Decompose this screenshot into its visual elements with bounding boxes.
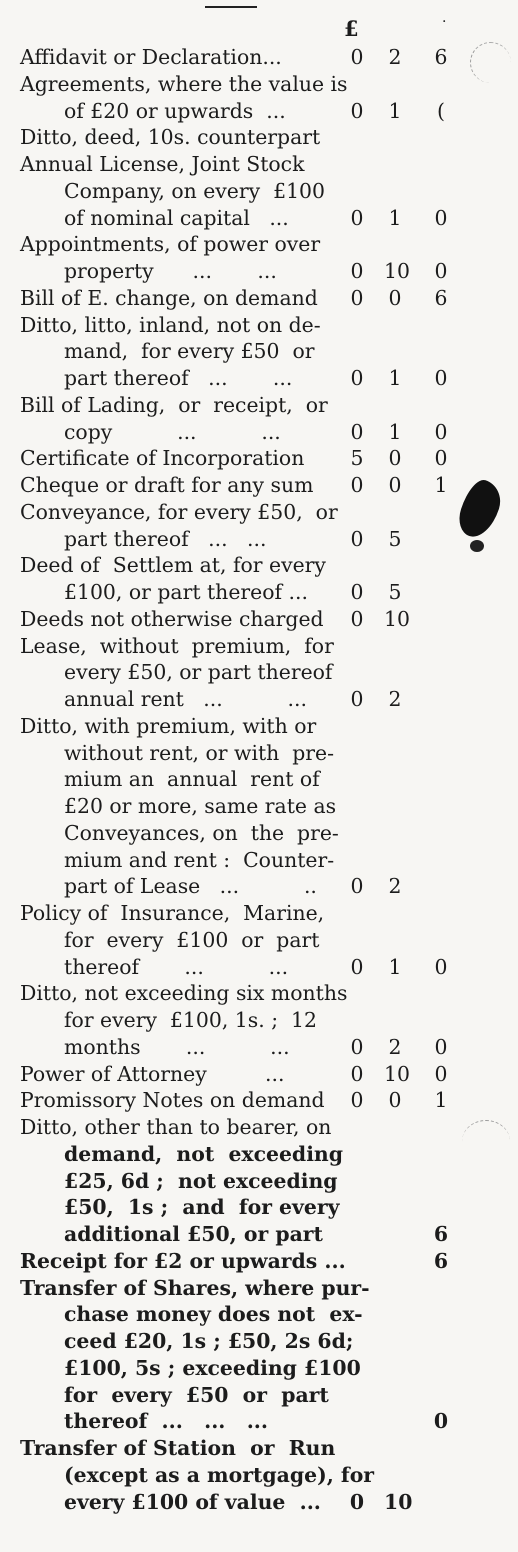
shillings-value: 1 <box>388 205 402 230</box>
item-description: (except as a mortgage), for <box>64 1462 375 1487</box>
shillings-value: 2 <box>388 1034 402 1059</box>
pence-value: ( <box>437 98 445 123</box>
table-row <box>0 1248 518 1275</box>
pence-value: 6 <box>433 1222 449 1246</box>
shillings-value: 1 <box>388 98 402 123</box>
table-row <box>0 766 518 793</box>
pounds-value: 5 <box>350 446 364 471</box>
table-row <box>0 793 518 820</box>
shillings-value: 1 <box>388 419 402 444</box>
shillings-value: 2 <box>388 687 402 711</box>
item-description: Ditto, deed, 10s. counterpart <box>20 125 321 150</box>
table-row <box>0 419 518 446</box>
pence-value: 0 <box>434 366 448 390</box>
table-row <box>0 1275 518 1302</box>
item-description: Power of Attorney ... <box>20 1061 285 1086</box>
pounds-value: 0 <box>350 473 364 497</box>
table-row <box>0 178 518 205</box>
item-description: chase money does not ex- <box>64 1302 363 1327</box>
item-description: mium and rent : Counter- <box>64 847 335 872</box>
item-description: Ditto, litto, inland, not on de- <box>20 312 321 337</box>
pound-column-heading: £ <box>344 16 359 41</box>
pence-value: 0 <box>434 259 448 283</box>
item-description: Bill of Lading, or receipt, or <box>20 392 328 417</box>
item-description: Policy of Insurance, Marine, <box>20 901 325 925</box>
item-description: Annual License, Joint Stock <box>20 152 305 176</box>
item-description: Ditto, not exceeding six months <box>20 981 348 1006</box>
shillings-value: 10 <box>384 606 410 631</box>
item-description: £100, or part thereof ... <box>64 580 308 604</box>
item-description: Cheque or draft for any sum <box>20 473 314 497</box>
table-row <box>0 151 518 178</box>
item-description: mium an annual rent of <box>64 767 320 792</box>
shillings-value: 5 <box>388 580 402 604</box>
table-row <box>0 338 518 365</box>
shillings-value: 0 <box>388 285 402 310</box>
shillings-value: 1 <box>388 954 402 979</box>
table-row <box>0 659 518 686</box>
table-row <box>0 552 518 579</box>
pounds-value: 0 <box>350 1061 364 1086</box>
item-description: Deeds not otherwise charged <box>20 606 324 631</box>
table-row <box>0 98 518 125</box>
table-row <box>0 365 518 392</box>
item-description: £25, 6d ; not exceeding <box>64 1168 338 1193</box>
pounds-value: 0 <box>350 259 364 283</box>
pounds-value: 0 <box>350 45 364 69</box>
item-description: every £100 of value ... <box>64 1489 321 1514</box>
pounds-value: 0 <box>350 285 364 310</box>
pence-value: 6 <box>434 285 448 310</box>
pounds-value: 0 <box>350 1088 364 1113</box>
item-description: £20 or more, same rate as <box>64 794 337 818</box>
shillings-value: 10 <box>384 1061 410 1086</box>
pounds-value: 0 <box>350 580 364 604</box>
item-description: part of Lease ... .. <box>64 874 317 899</box>
shillings-value: 10 <box>384 259 410 283</box>
item-description: Deed of Settlem at, for every <box>20 553 326 578</box>
shillings-value: 1 <box>388 366 402 390</box>
table-row <box>0 526 518 553</box>
table-row <box>0 1007 518 1034</box>
pounds-value: 0 <box>350 687 364 711</box>
pounds-value: 0 <box>349 1489 365 1514</box>
item-description: Bill of E. change, on demand <box>20 285 318 310</box>
pence-value: 0 <box>434 419 448 444</box>
table-row <box>0 579 518 606</box>
item-description: Lease, without premium, for <box>20 633 334 658</box>
table-row <box>0 392 518 419</box>
pounds-value: 0 <box>350 366 364 390</box>
item-description: Transfer of Shares, where pur- <box>20 1275 370 1300</box>
item-description: mand, for every £50 or <box>64 339 315 364</box>
table-row <box>0 1087 518 1114</box>
table-row <box>0 606 518 633</box>
pence-value: 0 <box>434 446 448 471</box>
pounds-value: 0 <box>350 419 364 444</box>
table-row <box>0 1301 518 1328</box>
table-row <box>0 847 518 874</box>
pounds-value: 0 <box>350 1034 364 1059</box>
table-row <box>0 1194 518 1221</box>
item-description: part thereof ... ... <box>64 366 293 390</box>
item-description: for every £100 or part <box>64 927 320 952</box>
item-description: months ... ... <box>64 1034 290 1059</box>
item-description: Conveyances, on the pre- <box>64 820 339 845</box>
table-row <box>0 71 518 98</box>
pounds-value: 0 <box>350 874 364 899</box>
table-row <box>0 1221 518 1248</box>
table-row <box>0 124 518 151</box>
item-description: for every £100, 1s. ; 12 <box>64 1008 317 1032</box>
table-row <box>0 686 518 713</box>
item-description: £100, 5s ; exceeding £100 <box>64 1355 361 1380</box>
item-description: Appointments, of power over <box>20 232 321 257</box>
table-row <box>0 1355 518 1382</box>
item-description: every £50, or part thereof <box>64 660 333 685</box>
item-description: part thereof ... ... <box>64 526 267 551</box>
item-description: Certificate of Incorporation <box>20 446 305 471</box>
table-row <box>0 873 518 900</box>
table-row <box>0 927 518 954</box>
pounds-value: 0 <box>350 98 364 123</box>
table-row <box>0 820 518 847</box>
shillings-value: 2 <box>388 45 402 69</box>
stamp-duty-table <box>0 44 518 1515</box>
item-description: Company, on every £100 <box>64 178 325 203</box>
table-row <box>0 1382 518 1409</box>
table-row <box>0 633 518 660</box>
item-description: thereof ... ... ... <box>64 1409 268 1434</box>
table-row <box>0 312 518 339</box>
table-row <box>0 1168 518 1195</box>
table-row <box>0 205 518 232</box>
item-description: Promissory Notes on demand <box>20 1088 325 1113</box>
item-description: £50, 1s ; and for every <box>64 1195 340 1220</box>
table-row <box>0 1061 518 1088</box>
item-description: Ditto, with premium, with or <box>20 713 317 738</box>
pence-value: 1 <box>434 1088 448 1113</box>
pence-value: 0 <box>434 954 448 979</box>
table-row <box>0 900 518 927</box>
table-row <box>0 499 518 526</box>
shillings-value: 10 <box>384 1489 413 1514</box>
pence-value: 6 <box>434 45 448 69</box>
table-row <box>0 1328 518 1355</box>
table-row <box>0 258 518 285</box>
item-description: for every £50 or part <box>64 1382 329 1407</box>
table-row <box>0 713 518 740</box>
table-row <box>0 1435 518 1462</box>
pence-value: 0 <box>434 1061 448 1086</box>
table-row <box>0 954 518 981</box>
item-description: additional £50, or part <box>64 1222 323 1246</box>
item-description: of £20 or upwards ... <box>64 98 286 123</box>
table-row <box>0 231 518 258</box>
shillings-value: 0 <box>388 473 402 497</box>
item-description: Ditto, other than to bearer, on <box>20 1115 332 1139</box>
shillings-value: 5 <box>388 526 402 551</box>
shillings-value: 0 <box>388 446 402 471</box>
item-description: Receipt for £2 or upwards ... <box>20 1248 346 1273</box>
item-description: property ... ... <box>64 259 277 283</box>
table-row <box>0 285 518 312</box>
table-row <box>0 44 518 71</box>
table-row <box>0 1141 518 1168</box>
shillings-value: 0 <box>388 1088 402 1113</box>
pence-value: 6 <box>433 1248 449 1273</box>
item-description: annual rent ... ... <box>64 687 308 711</box>
pounds-value: 0 <box>350 205 364 230</box>
pence-value: 0 <box>434 1034 448 1059</box>
table-row <box>0 1489 518 1516</box>
item-description: Agreements, where the value is <box>20 71 348 96</box>
item-description: Affidavit or Declaration... <box>20 45 282 69</box>
pounds-value: 0 <box>350 954 364 979</box>
table-row <box>0 980 518 1007</box>
pence-value: 0 <box>433 1409 449 1434</box>
pounds-value: 0 <box>350 606 364 631</box>
table-row <box>0 1462 518 1489</box>
item-description: demand, not exceeding <box>64 1141 344 1166</box>
table-row <box>0 472 518 499</box>
item-description: ceed £20, 1s ; £50, 2s 6d; <box>64 1329 354 1353</box>
table-row <box>0 740 518 767</box>
table-row <box>0 1034 518 1061</box>
table-row <box>0 1114 518 1141</box>
speck-mark: · <box>442 14 447 30</box>
item-description: copy ... ... <box>64 419 281 444</box>
item-description: without rent, or with pre- <box>64 740 335 765</box>
item-description: of nominal capital ... <box>64 205 289 230</box>
item-description: thereof ... ... <box>64 954 289 979</box>
table-row <box>0 445 518 472</box>
header-rule <box>205 6 257 8</box>
pence-value: 1 <box>434 473 448 497</box>
item-description: Conveyance, for every £50, or <box>20 499 338 524</box>
item-description: Transfer of Station or Run <box>20 1436 336 1460</box>
table-row <box>0 1408 518 1435</box>
shillings-value: 2 <box>388 874 402 899</box>
pence-value: 0 <box>434 205 448 230</box>
pounds-value: 0 <box>350 526 364 551</box>
